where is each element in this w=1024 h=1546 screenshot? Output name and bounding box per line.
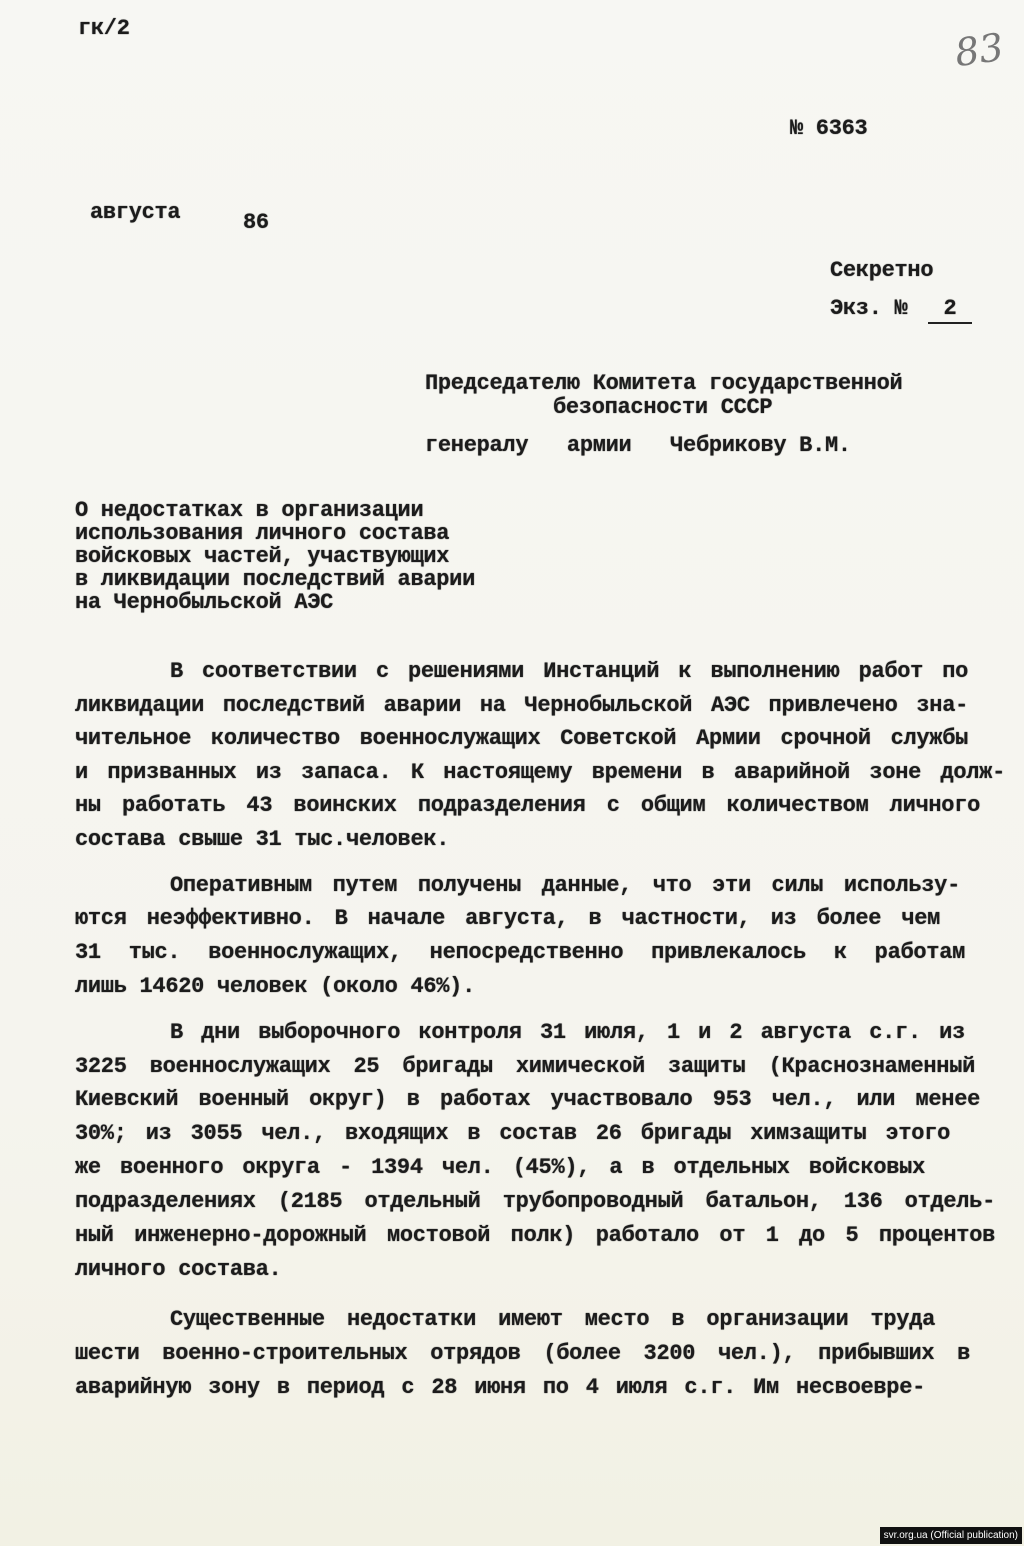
body-line: В соответствии с решениями Инстанций к выполнению работ по bbox=[170, 659, 968, 684]
addressee-line: Председателю Комитета государственной bbox=[425, 371, 903, 396]
body-line: подразделениях (2185 отдельный трубопроводный батальон, 136 отдель- bbox=[75, 1189, 995, 1214]
body-line: 30%; из 3055 чел., входящих в состав 26 бригады химзащиты этого bbox=[75, 1121, 950, 1146]
subject-line: в ликвидации последствий аварии bbox=[75, 567, 475, 592]
body-line: ются неэффективно. В начале августа, в частности, из более чем bbox=[75, 906, 940, 931]
body-line: Существенные недостатки имеют место в организации труда bbox=[170, 1307, 935, 1332]
addressee-line: безопасности СССР bbox=[553, 395, 773, 420]
subject-line: на Чернобыльской АЭС bbox=[75, 590, 334, 615]
body-line: личного состава. bbox=[75, 1257, 282, 1282]
classification: Секретно bbox=[830, 258, 934, 283]
copy-number: 2 bbox=[928, 296, 972, 324]
body-line: ный инженерно-дорожный мостовой полк) работало от 1 до 5 процентов bbox=[75, 1223, 995, 1248]
subject-line: О недостатках в организации bbox=[75, 498, 424, 523]
subject-line: войсковых частей, участвующих bbox=[75, 544, 450, 569]
body-line: шести военно-строительных отрядов (более 3200 чел.), прибывших в bbox=[75, 1341, 970, 1366]
body-line: 3225 военнослужащих 25 бригады химической защиты (Краснознаменный bbox=[75, 1054, 975, 1079]
document-index: гк/2 bbox=[78, 16, 130, 41]
body-line: В дни выборочного контроля 31 июля, 1 и 2 августа с.г. из bbox=[170, 1020, 965, 1045]
date-year: 86 bbox=[243, 210, 269, 235]
body-line: чительное количество военнослужащих Советской Армии срочной службы bbox=[75, 726, 968, 751]
subject-line: использования личного состава bbox=[75, 521, 450, 546]
body-line: ны работать 43 воинских подразделения с общим количеством личного bbox=[75, 793, 980, 818]
body-line: и призванных из запаса. К настоящему времени в аварийной зоне долж- bbox=[75, 760, 1005, 785]
body-line: аварийную зону в период с 28 июня по 4 июля с.г. Им несвоевре- bbox=[75, 1375, 925, 1400]
body-line: ликвидации последствий аварии на Чернобыльской АЭС привлечено зна- bbox=[75, 693, 968, 718]
body-line: состава свыше 31 тыс.человек. bbox=[75, 827, 450, 852]
document-number: № 6363 bbox=[790, 116, 868, 141]
body-line: Оперативным путем получены данные, что эти силы использу- bbox=[170, 873, 960, 898]
date-month: августа bbox=[90, 200, 181, 225]
handwritten-page-number: 83 bbox=[952, 24, 1007, 76]
watermark: svr.org.ua (Official publication) bbox=[880, 1527, 1022, 1544]
body-line: Киевский военный округ) в работах участвовало 953 чел., или менее bbox=[75, 1087, 980, 1112]
body-line: лишь 14620 человек (около 46%). bbox=[75, 974, 475, 999]
copy-label: Экз. № bbox=[830, 296, 908, 321]
body-line: 31 тыс. военнослужащих, непосредственно привлекалось к работам bbox=[75, 940, 965, 965]
body-line: же военного округа - 1394 чел. (45%), а в отдельных войсковых bbox=[75, 1155, 925, 1180]
addressee-line: генералу армии Чебрикову В.М. bbox=[425, 433, 851, 458]
